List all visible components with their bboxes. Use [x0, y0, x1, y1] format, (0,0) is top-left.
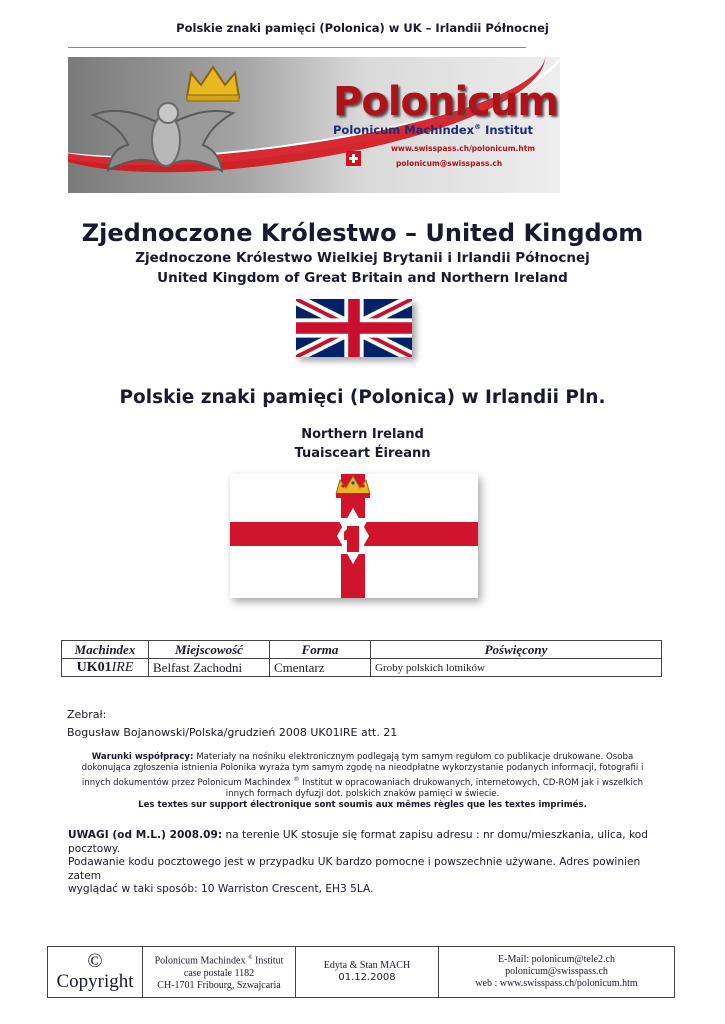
- crown-icon: [183, 63, 243, 103]
- document-date: 01.12.2008: [338, 972, 396, 983]
- cell-location: Belfast Zachodni: [149, 659, 270, 677]
- terms-paragraph: Warunki współpracy: Materiały na nośniku elektronicznym podlegają tym samym regułom co publikacje drukowane. Osoba dokonująca zgłoszenia istnienia Polonika wyraża tym samym zgodę na nieodpłatne wykorzystanie podanych informacji, fotografii i innych dokumentów przez Polonicum Machindex ® Institut w opracowaniach drukowanych, internetowych, CD-ROM jak i wszelkich innych formach dyfuzji dot. polskich znaków pamięci w świecie. Les textes sur support électronique sont soumis aux mêmes règles que les textes imprimés.: [81, 752, 644, 810]
- col-header-dedicated: Poświęcony: [371, 641, 662, 659]
- union-jack-flag-icon: [296, 299, 412, 357]
- machindex-table: [61, 640, 662, 677]
- cell-form: Cmentarz: [270, 659, 371, 677]
- table-row: [62, 659, 662, 677]
- collector-label: Zebrał:: [67, 708, 107, 721]
- copyright-icon: ©: [87, 950, 103, 972]
- region-name-en: Northern Ireland: [301, 427, 424, 442]
- country-name-en: United Kingdom of Great Britain and Northern Ireland: [157, 270, 568, 286]
- banner-subtitle: Polonicum Machindex® Institut: [333, 123, 534, 137]
- copyright-cell: [48, 947, 143, 998]
- contact-email-1[interactable]: E-Mail: polonicum@tele2.ch: [498, 954, 615, 965]
- ulster-banner-flag-icon: [230, 474, 478, 598]
- footer-table: [47, 946, 675, 998]
- contact-email-2[interactable]: polonicum@swisspass.ch: [505, 966, 608, 977]
- region-name-ga: Tuaisceart Éireann: [294, 446, 431, 461]
- contact-web[interactable]: web : www.swisspass.ch/polonicum.htm: [475, 978, 638, 989]
- running-header: Polskie znaki pamięci (Polonica) w UK – Irlandii Północnej: [176, 21, 549, 35]
- header-rule: [68, 47, 526, 48]
- page-title: Zjednoczone Królestwo – United Kingdom: [81, 219, 644, 247]
- terms-french: Les textes sur support électronique sont soumis aux mêmes règles que les textes imprimés.: [138, 799, 587, 810]
- copyright-label: Copyright: [56, 971, 134, 992]
- country-name-pl: Zjednoczone Królestwo Wielkiej Brytanii i Irlandii Północnej: [135, 250, 590, 266]
- note-paragraph: UWAGI (od M.L.) 2008.09: na terenie UK stosuje się format zapisu adresu : nr domu/mieszkania, ulica, kod pocztowy. Podawanie kodu pocztowego jest w przypadku UK bardzo pomocne i powszechnie używane. Adres powinien zatem wyglądać w taki sposób: 10 Warriston Crescent, EH3 5LA.: [68, 829, 648, 895]
- cell-code: UK01IRE: [62, 659, 149, 677]
- collector-line: Bogusław Bojanowski/Polska/grudzień 2008 UK01IRE att. 21: [67, 726, 398, 739]
- section-heading: Polskie znaki pamięci (Polonica) w Irlandii Pln.: [119, 387, 606, 408]
- authors: Edyta & Stan MACH: [323, 960, 411, 971]
- col-header-machindex: Machindex: [62, 641, 149, 659]
- col-header-location: Miejscowość: [149, 641, 270, 659]
- authors-cell: [296, 947, 439, 998]
- cell-dedicated: Groby polskich lotników: [371, 659, 662, 677]
- banner-website[interactable]: www.swisspass.ch/polonicum.htm: [391, 144, 536, 153]
- institute-address: Polonicum Machindex ® Institut case postale 1182 CH-1701 Fribourg, Szwajcaria: [143, 947, 296, 998]
- contact-cell: [439, 947, 675, 998]
- swiss-cross-icon: [346, 151, 361, 166]
- table-header-row: [62, 641, 662, 659]
- banner-email[interactable]: polonicum@swisspass.ch: [396, 159, 503, 168]
- polonicum-banner: [68, 57, 560, 193]
- col-header-form: Forma: [270, 641, 371, 659]
- banner-title: Polonicum: [333, 79, 559, 125]
